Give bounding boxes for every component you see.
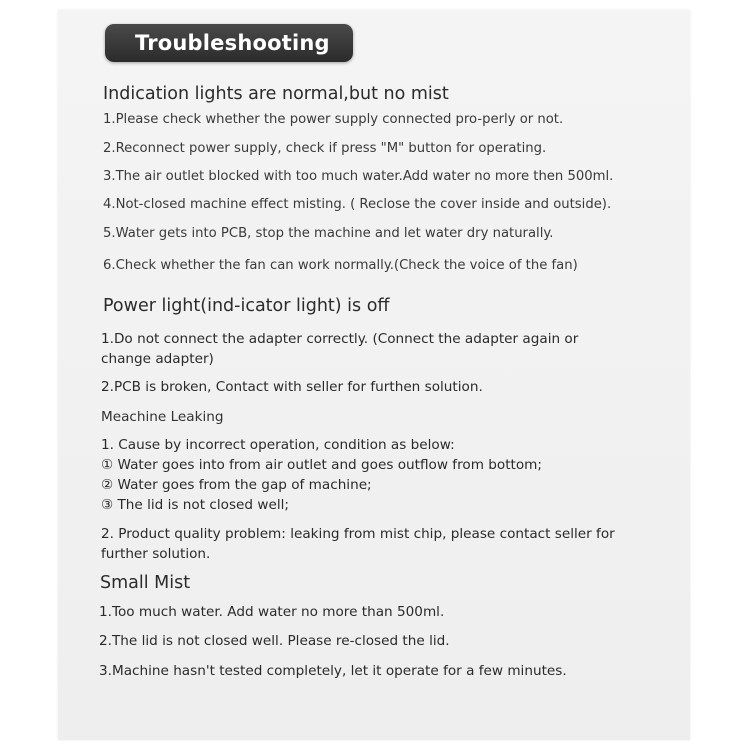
section-heading-leaking: Meachine Leaking: [101, 409, 224, 425]
list-item: 6.Check whether the fan can work normally.(Check the voice of the fan): [103, 258, 578, 273]
list-item: 1.Too much water. Add water no more than 500ml.: [99, 604, 445, 620]
condition-item: ② Water goes from the gap of machine;: [101, 477, 372, 493]
list-item: 2. Product quality problem: leaking from mist chip, please contact seller for: [101, 526, 615, 542]
section-heading-power-light-off: Power light(ind-icator light) is off: [103, 296, 390, 316]
list-item: 2.Reconnect power supply, check if press "M" button for operating.: [103, 141, 547, 156]
page-title: Troubleshooting: [105, 24, 353, 62]
list-item: 1.Do not connect the adapter correctly. (Connect the adapter again or: [101, 331, 579, 347]
list-item: 3.Machine hasn't tested completely, let it operate for a few minutes.: [99, 663, 567, 679]
section-heading-no-mist: Indication lights are normal,but no mist: [103, 84, 449, 104]
list-item: 1. Cause by incorrect operation, condition as below:: [101, 437, 455, 453]
list-item-continuation: further solution.: [101, 546, 211, 562]
list-item: 3.The air outlet blocked with too much water.Add water no more then 500ml.: [103, 169, 614, 184]
list-item-continuation: change adapter): [101, 351, 214, 367]
condition-item: ① Water goes into from air outlet and goes outflow from bottom;: [101, 457, 542, 473]
list-item: 2.The lid is not closed well. Please re-closed the lid.: [99, 633, 450, 649]
list-item: 1.Please check whether the power supply connected pro-perly or not.: [103, 112, 564, 127]
list-item: 5.Water gets into PCB, stop the machine and let water dry naturally.: [103, 226, 554, 241]
condition-item: ③ The lid is not closed well;: [101, 497, 289, 513]
list-item: 2.PCB is broken, Contact with seller for furthen solution.: [101, 379, 483, 395]
section-heading-small-mist: Small Mist: [100, 573, 191, 593]
list-item: 4.Not-closed machine effect misting. ( Reclose the cover inside and outside).: [103, 197, 612, 212]
